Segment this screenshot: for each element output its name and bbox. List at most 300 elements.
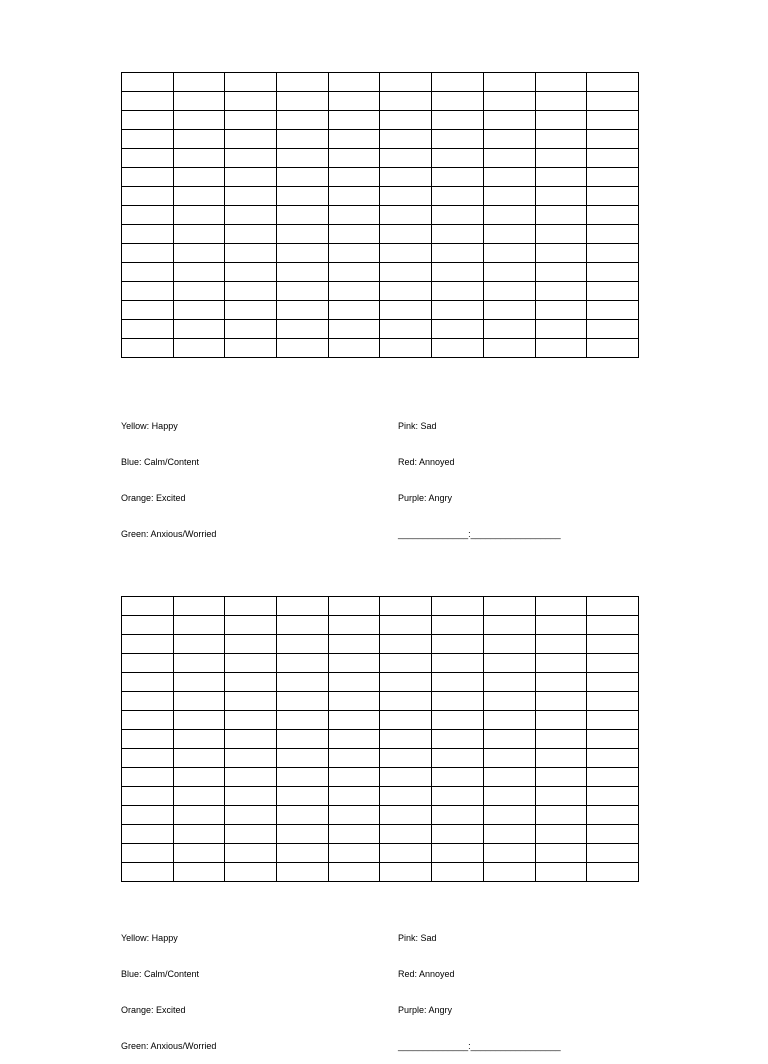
grid-cell: [535, 244, 587, 263]
grid-cell: [380, 730, 432, 749]
grid-cell: [173, 339, 225, 358]
grid-cell: [432, 320, 484, 339]
legend-item-pink: Pink: Sad: [398, 421, 437, 431]
grid-cell: [328, 635, 380, 654]
grid-cell: [535, 339, 587, 358]
grid-cell: [380, 654, 432, 673]
grid-cell: [173, 92, 225, 111]
grid-cell: [483, 806, 535, 825]
grid-cell: [535, 768, 587, 787]
grid-cell: [173, 187, 225, 206]
grid-cell: [328, 149, 380, 168]
grid-cell: [328, 749, 380, 768]
grid-cell: [483, 654, 535, 673]
grid-cell: [277, 206, 329, 225]
grid-cell: [277, 749, 329, 768]
grid-cell: [277, 825, 329, 844]
grid-cell: [173, 768, 225, 787]
grid-cell: [483, 244, 535, 263]
grid-cell: [587, 692, 639, 711]
legend-item-purple: Purple: Angry: [398, 493, 453, 503]
grid-cell: [122, 263, 174, 282]
grid-row: [122, 806, 639, 825]
grid-cell: [587, 206, 639, 225]
grid-cell: [328, 111, 380, 130]
grid-cell: [225, 111, 277, 130]
grid-cell: [587, 787, 639, 806]
grid-cell: [380, 825, 432, 844]
grid-cell: [277, 635, 329, 654]
grid-row: [122, 597, 639, 616]
grid-row: [122, 825, 639, 844]
grid-cell: [328, 597, 380, 616]
grid-cell: [277, 654, 329, 673]
legend-item-blue: Blue: Calm/Content: [121, 457, 200, 467]
grid-cell: [535, 597, 587, 616]
grid-row: [122, 168, 639, 187]
grid-row: [122, 187, 639, 206]
grid-cell: [328, 225, 380, 244]
grid-cell: [587, 711, 639, 730]
grid-row: [122, 787, 639, 806]
grid-cell: [535, 692, 587, 711]
grid-cell: [535, 187, 587, 206]
grid-row: [122, 282, 639, 301]
grid-cell: [432, 187, 484, 206]
grid-cell: [122, 692, 174, 711]
grid-cell: [173, 844, 225, 863]
grid-cell: [328, 73, 380, 92]
grid-cell: [173, 301, 225, 320]
grid-cell: [535, 654, 587, 673]
grid-cell: [122, 73, 174, 92]
grid-cell: [277, 301, 329, 320]
grid-cell: [225, 92, 277, 111]
legend-custom-blank: ______________:__________________: [398, 529, 561, 539]
grid-cell: [432, 111, 484, 130]
grid-row: [122, 616, 639, 635]
grid-row: [122, 206, 639, 225]
legend-custom-blank: ______________:__________________: [398, 1041, 561, 1051]
grid-cell: [277, 730, 329, 749]
grid-cell: [483, 749, 535, 768]
grid-cell: [380, 149, 432, 168]
grid-cell: [587, 320, 639, 339]
grid-cell: [225, 654, 277, 673]
grid-cell: [432, 825, 484, 844]
grid-cell: [225, 692, 277, 711]
grid-cell: [328, 168, 380, 187]
grid-cell: [122, 635, 174, 654]
grid-cell: [328, 654, 380, 673]
grid-cell: [328, 768, 380, 787]
grid-cell: [225, 673, 277, 692]
grid-cell: [380, 597, 432, 616]
grid-cell: [380, 73, 432, 92]
grid-cell: [380, 263, 432, 282]
grid-cell: [587, 806, 639, 825]
grid-cell: [277, 711, 329, 730]
legend-item-purple: Purple: Angry: [398, 1005, 453, 1015]
grid-cell: [535, 673, 587, 692]
grid-row: [122, 749, 639, 768]
grid-cell: [432, 787, 484, 806]
grid-cell: [173, 244, 225, 263]
grid-cell: [483, 711, 535, 730]
grid-cell: [587, 92, 639, 111]
grid-cell: [380, 244, 432, 263]
grid-row: [122, 301, 639, 320]
grid-cell: [380, 692, 432, 711]
grid-cell: [432, 149, 484, 168]
grid-cell: [277, 339, 329, 358]
grid-cell: [225, 597, 277, 616]
grid-cell: [122, 92, 174, 111]
grid-cell: [483, 844, 535, 863]
grid-cell: [173, 730, 225, 749]
legend-item-orange: Orange: Excited: [121, 1005, 186, 1015]
grid-cell: [173, 263, 225, 282]
grid-cell: [587, 844, 639, 863]
grid-cell: [173, 654, 225, 673]
grid-cell: [173, 597, 225, 616]
grid-cell: [277, 863, 329, 882]
grid-cell: [122, 282, 174, 301]
grid-cell: [587, 673, 639, 692]
grid-cell: [535, 149, 587, 168]
grid-cell: [225, 339, 277, 358]
grid-cell: [328, 339, 380, 358]
grid-cell: [173, 168, 225, 187]
grid-cell: [483, 692, 535, 711]
grid-cell: [277, 225, 329, 244]
grid-cell: [380, 225, 432, 244]
grid-cell: [225, 825, 277, 844]
grid-cell: [173, 282, 225, 301]
grid-cell: [328, 825, 380, 844]
grid-cell: [535, 168, 587, 187]
grid-cell: [122, 654, 174, 673]
grid-cell: [225, 206, 277, 225]
grid-cell: [432, 730, 484, 749]
grid-cell: [535, 711, 587, 730]
grid-cell: [173, 749, 225, 768]
grid-cell: [535, 825, 587, 844]
grid-cell: [587, 654, 639, 673]
grid-cell: [483, 673, 535, 692]
grid-cell: [173, 149, 225, 168]
grid-cell: [587, 111, 639, 130]
grid-cell: [432, 749, 484, 768]
grid-cell: [483, 225, 535, 244]
legend-item-blue: Blue: Calm/Content: [121, 969, 200, 979]
grid-cell: [225, 320, 277, 339]
grid-cell: [225, 263, 277, 282]
legend-right-1: [398, 396, 561, 552]
grid-cell: [277, 616, 329, 635]
grid-cell: [225, 730, 277, 749]
grid-cell: [483, 863, 535, 882]
grid-cell: [432, 635, 484, 654]
grid-cell: [173, 673, 225, 692]
grid-cell: [432, 168, 484, 187]
grid-row: [122, 320, 639, 339]
grid-row: [122, 149, 639, 168]
grid-cell: [535, 73, 587, 92]
grid-cell: [587, 73, 639, 92]
grid-cell: [122, 339, 174, 358]
grid-cell: [173, 825, 225, 844]
grid-cell: [483, 320, 535, 339]
grid-cell: [432, 225, 484, 244]
grid-cell: [328, 711, 380, 730]
grid-row: [122, 711, 639, 730]
grid-cell: [277, 149, 329, 168]
grid-cell: [483, 616, 535, 635]
grid-row: [122, 263, 639, 282]
grid-row: [122, 844, 639, 863]
grid-cell: [535, 863, 587, 882]
grid-cell: [328, 244, 380, 263]
grid-row: [122, 730, 639, 749]
grid-cell: [225, 130, 277, 149]
grid-cell: [587, 149, 639, 168]
grid-cell: [483, 339, 535, 358]
grid-cell: [122, 225, 174, 244]
grid-cell: [122, 244, 174, 263]
grid-cell: [380, 863, 432, 882]
grid-cell: [432, 263, 484, 282]
grid-cell: [380, 768, 432, 787]
grid-cell: [173, 616, 225, 635]
grid-cell: [587, 168, 639, 187]
grid-cell: [122, 768, 174, 787]
grid-cell: [535, 749, 587, 768]
legend-item-red: Red: Annoyed: [398, 969, 455, 979]
grid-cell: [432, 692, 484, 711]
grid-cell: [277, 130, 329, 149]
grid-cell: [122, 320, 174, 339]
legend-right-2: [398, 908, 561, 1064]
grid-cell: [483, 825, 535, 844]
grid-cell: [432, 301, 484, 320]
grid-cell: [225, 282, 277, 301]
grid-cell: [587, 768, 639, 787]
grid-cell: [122, 149, 174, 168]
grid-cell: [587, 130, 639, 149]
grid-cell: [535, 301, 587, 320]
grid-cell: [535, 806, 587, 825]
grid-cell: [173, 130, 225, 149]
grid-cell: [432, 711, 484, 730]
grid-cell: [122, 111, 174, 130]
grid-cell: [225, 244, 277, 263]
grid-cell: [173, 863, 225, 882]
legend-item-pink: Pink: Sad: [398, 933, 437, 943]
grid-cell: [173, 635, 225, 654]
grid-cell: [380, 92, 432, 111]
grid-cell: [122, 787, 174, 806]
grid-cell: [535, 787, 587, 806]
grid-cell: [432, 73, 484, 92]
grid-cell: [328, 787, 380, 806]
grid-cell: [483, 597, 535, 616]
grid-cell: [173, 787, 225, 806]
grid-cell: [587, 339, 639, 358]
grid-cell: [122, 597, 174, 616]
grid-cell: [483, 168, 535, 187]
grid-cell: [483, 730, 535, 749]
grid-cell: [535, 263, 587, 282]
grid-cell: [483, 92, 535, 111]
grid-cell: [225, 787, 277, 806]
grid-cell: [173, 692, 225, 711]
grid-cell: [122, 130, 174, 149]
legend-item-orange: Orange: Excited: [121, 493, 186, 503]
grid-cell: [122, 206, 174, 225]
grid-cell: [535, 92, 587, 111]
grid-cell: [328, 673, 380, 692]
grid-cell: [173, 711, 225, 730]
grid-cell: [380, 749, 432, 768]
legend-item-yellow: Yellow: Happy: [121, 421, 178, 431]
grid-cell: [432, 844, 484, 863]
legend-item-yellow: Yellow: Happy: [121, 933, 178, 943]
grid-cell: [535, 320, 587, 339]
legend-left-2: [121, 908, 216, 1064]
grid-cell: [225, 187, 277, 206]
grid-cell: [587, 635, 639, 654]
grid-cell: [328, 863, 380, 882]
grid-row: [122, 92, 639, 111]
grid-cell: [225, 168, 277, 187]
grid-cell: [587, 225, 639, 244]
grid-cell: [535, 206, 587, 225]
grid-row: [122, 635, 639, 654]
grid-cell: [277, 692, 329, 711]
grid-cell: [277, 806, 329, 825]
grid-cell: [328, 263, 380, 282]
grid-cell: [587, 301, 639, 320]
grid-cell: [535, 844, 587, 863]
grid-cell: [122, 749, 174, 768]
grid-cell: [225, 225, 277, 244]
grid-cell: [173, 320, 225, 339]
grid-cell: [225, 844, 277, 863]
grid-cell: [432, 806, 484, 825]
grid-cell: [432, 130, 484, 149]
grid-cell: [432, 863, 484, 882]
grid-cell: [432, 206, 484, 225]
grid-cell: [277, 282, 329, 301]
grid-cell: [587, 749, 639, 768]
grid-cell: [225, 749, 277, 768]
grid-cell: [173, 206, 225, 225]
grid-cell: [587, 825, 639, 844]
grid-cell: [225, 863, 277, 882]
grid-cell: [328, 301, 380, 320]
grid-cell: [483, 187, 535, 206]
grid-cell: [277, 244, 329, 263]
grid-cell: [225, 149, 277, 168]
grid-cell: [380, 844, 432, 863]
grid-row: [122, 339, 639, 358]
grid-cell: [380, 282, 432, 301]
grid-cell: [225, 711, 277, 730]
legend-item-green: Green: Anxious/Worried: [121, 1041, 217, 1051]
grid-cell: [328, 692, 380, 711]
grid-cell: [535, 616, 587, 635]
grid-cell: [380, 616, 432, 635]
grid-cell: [328, 282, 380, 301]
grid-cell: [380, 130, 432, 149]
grid-row: [122, 768, 639, 787]
grid-cell: [535, 111, 587, 130]
grid-row: [122, 654, 639, 673]
grid-cell: [328, 187, 380, 206]
grid-cell: [587, 730, 639, 749]
grid-cell: [587, 263, 639, 282]
grid-cell: [328, 206, 380, 225]
grid-cell: [587, 863, 639, 882]
grid-cell: [277, 168, 329, 187]
grid-cell: [380, 168, 432, 187]
grid-cell: [225, 73, 277, 92]
grid-cell: [277, 787, 329, 806]
grid-cell: [483, 73, 535, 92]
grid-cell: [380, 635, 432, 654]
grid-cell: [483, 635, 535, 654]
grid-row: [122, 225, 639, 244]
grid-cell: [122, 844, 174, 863]
grid-cell: [483, 111, 535, 130]
grid-cell: [483, 206, 535, 225]
grid-cell: [535, 635, 587, 654]
grid-cell: [483, 149, 535, 168]
grid-cell: [122, 301, 174, 320]
grid-cell: [328, 320, 380, 339]
grid-cell: [122, 730, 174, 749]
grid-cell: [432, 244, 484, 263]
grid-cell: [380, 206, 432, 225]
grid-cell: [122, 806, 174, 825]
grid-cell: [328, 806, 380, 825]
grid-cell: [328, 130, 380, 149]
grid-cell: [122, 616, 174, 635]
grid-cell: [432, 282, 484, 301]
grid-cell: [225, 806, 277, 825]
grid-cell: [277, 597, 329, 616]
grid-cell: [380, 320, 432, 339]
grid-row: [122, 673, 639, 692]
grid-cell: [277, 187, 329, 206]
grid-row: [122, 863, 639, 882]
grid-cell: [432, 339, 484, 358]
grid-cell: [380, 806, 432, 825]
grid-cell: [277, 673, 329, 692]
grid-cell: [328, 92, 380, 111]
grid-cell: [587, 597, 639, 616]
grid-row: [122, 692, 639, 711]
grid-cell: [122, 825, 174, 844]
grid-cell: [173, 73, 225, 92]
grid-cell: [535, 730, 587, 749]
grid-cell: [122, 168, 174, 187]
grid-cell: [587, 282, 639, 301]
grid-cell: [535, 130, 587, 149]
grid-row: [122, 130, 639, 149]
grid-cell: [432, 654, 484, 673]
